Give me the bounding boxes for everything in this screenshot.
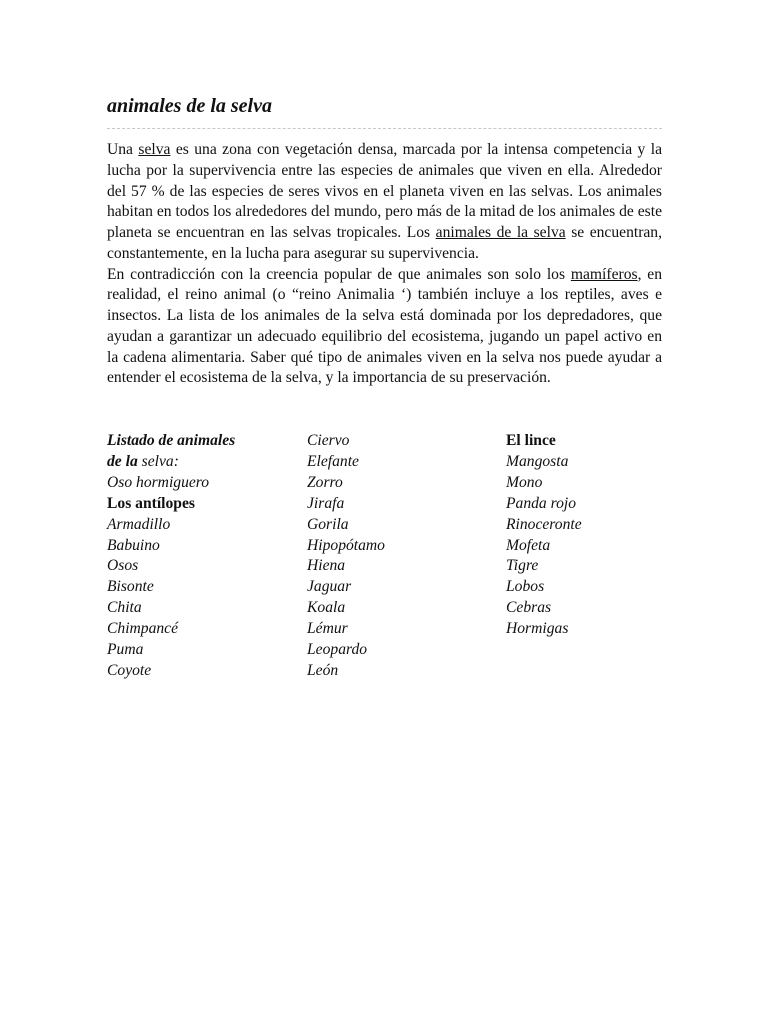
link-animales-de-la-selva[interactable]: animales de la selva [435,224,566,241]
list-item: Hipopótamo [307,536,385,554]
paragraph-1 [107,140,662,265]
paragraph-1-text-c: se encuentran, constantemente, en la lucha para asegurar su supervivencia. [107,224,663,262]
animal-column-3 [506,431,662,640]
list-item: El lince [506,432,556,449]
paragraph-2 [107,265,662,390]
list-item: Armadillo [107,515,171,533]
list-item: Elefante [307,452,359,470]
list-item: Los antílopes [107,494,195,512]
link-selva[interactable]: selva [138,141,171,158]
list-heading-bold: de la [107,452,138,470]
animal-column-2 [307,431,487,682]
list-item: Lobos [506,578,545,596]
list-item: Koala [307,599,346,617]
list-item: Jirafa [307,494,345,512]
list-item: Babuino [107,536,160,554]
list-heading-line-1: Listado de animales [107,432,236,449]
list-item: Coyote [107,661,152,679]
paragraph-1-text-b: es una zona con vegetación densa, marcada por la intensa competencia y la lucha por la supervivencia entre las especies de animales que viven en ella. Alrededor del 57 % de las especies de seres vivos en el planeta viven en las selvas. Los animales habitan en todos los alrededores del mundo, pero más de la mitad de los animales de este planeta se encuentran en las selvas tropicales. Los [107,141,662,241]
document-page [107,94,662,691]
paragraph-2-text-a: En contradicción con la creencia popular de que animales son solo los [107,265,571,283]
list-item: Gorila [307,515,349,533]
list-item: Zorro [307,473,343,491]
list-item: Ciervo [307,432,350,449]
list-item: Bisonte [107,578,154,596]
list-item: Hormigas [506,620,569,638]
link-mamiferos[interactable]: mamíferos [570,265,638,283]
list-item: Mofeta [506,536,551,554]
animal-column-1 [107,431,287,682]
list-item: Mangosta [506,452,569,470]
list-item: Cebras [506,599,552,617]
list-item: Puma [107,641,144,659]
list-item: Chimpancé [107,620,179,638]
list-item: Osos [107,557,139,575]
list-heading-tail: selva: [137,452,179,470]
page-title: animales de la selva [107,95,272,117]
intro-text [107,140,662,389]
list-heading-line-2 [107,452,287,473]
paragraph-2-text-b: , en realidad, el reino animal (o “reino Animalia ‘) también incluye a los reptiles, aves e insectos. La lista de los animales de la selva está dominada por los depredadores, que ayudan a garantizar un adecuado equilibrio del ecosistema, jugando un papel activo en la cadena alimentaria. Saber qué tipo de animales viven en la selva nos puede ayudar a entender el ecosistema de la selva, y la importancia de su preservación. [107,265,662,387]
list-item: Jaguar [307,578,352,596]
paragraph-1-text-a: Una [107,141,139,158]
list-item: Oso hormiguero [107,473,210,491]
list-item: Mono [506,473,543,491]
list-item: Lémur [307,620,348,638]
list-item: Panda rojo [506,494,577,512]
list-item: Rinoceronte [506,515,582,533]
list-item: Chita [107,599,142,617]
list-item: León [307,661,339,679]
list-item: Hiena [307,557,346,575]
list-item: Tigre [506,557,539,575]
dashed-divider [107,128,662,129]
list-item: Leopardo [307,641,368,659]
animal-list [107,431,662,691]
